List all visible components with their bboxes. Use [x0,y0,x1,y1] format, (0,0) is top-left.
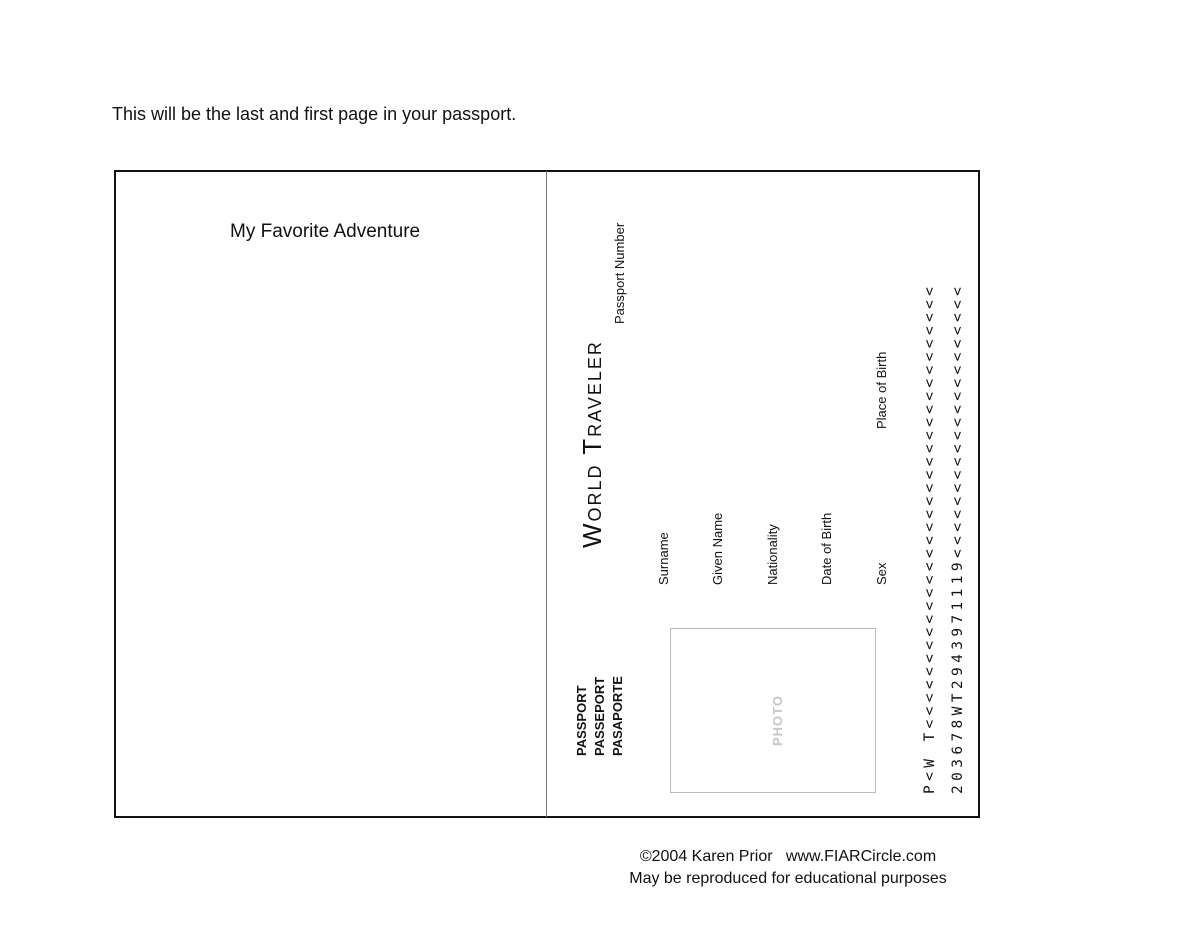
passport-word-english: PASSPORT [574,685,589,756]
passport-title: World Traveler [577,340,607,548]
sex-label: Sex [874,562,889,585]
favorite-adventure-heading: My Favorite Adventure [230,221,421,242]
mrz-line-2: 203678WT2943971119<<<<<<<<<<<<<<<<<<<<< [950,282,966,794]
passport-word-french: PASSEPORT [592,676,607,756]
center-fold-line [546,171,547,817]
mrz-line-1: P<W T<<<<<<<<<<<<<<<<<<<<<<<<<<<<<<<<<< [922,282,938,794]
copyright-footer [600,846,976,890]
reproduction-notice: May be reproduced for educational purposes [629,870,947,887]
place-of-birth-label: Place of Birth [874,351,889,429]
photo-label: PHOTO [770,695,785,746]
intro-text: This will be the last and first page in your passport. [112,104,517,124]
given-name-label: Given Name [710,512,725,585]
nationality-label: Nationality [765,524,780,585]
passport-number-label: Passport Number [612,222,627,324]
copyright-line: ©2004 Karen Prior www.FIARCircle.com [639,848,937,865]
surname-label: Surname [656,532,671,585]
passport-word-spanish: PASAPORTE [610,676,625,756]
date-of-birth-label: Date of Birth [819,512,834,585]
